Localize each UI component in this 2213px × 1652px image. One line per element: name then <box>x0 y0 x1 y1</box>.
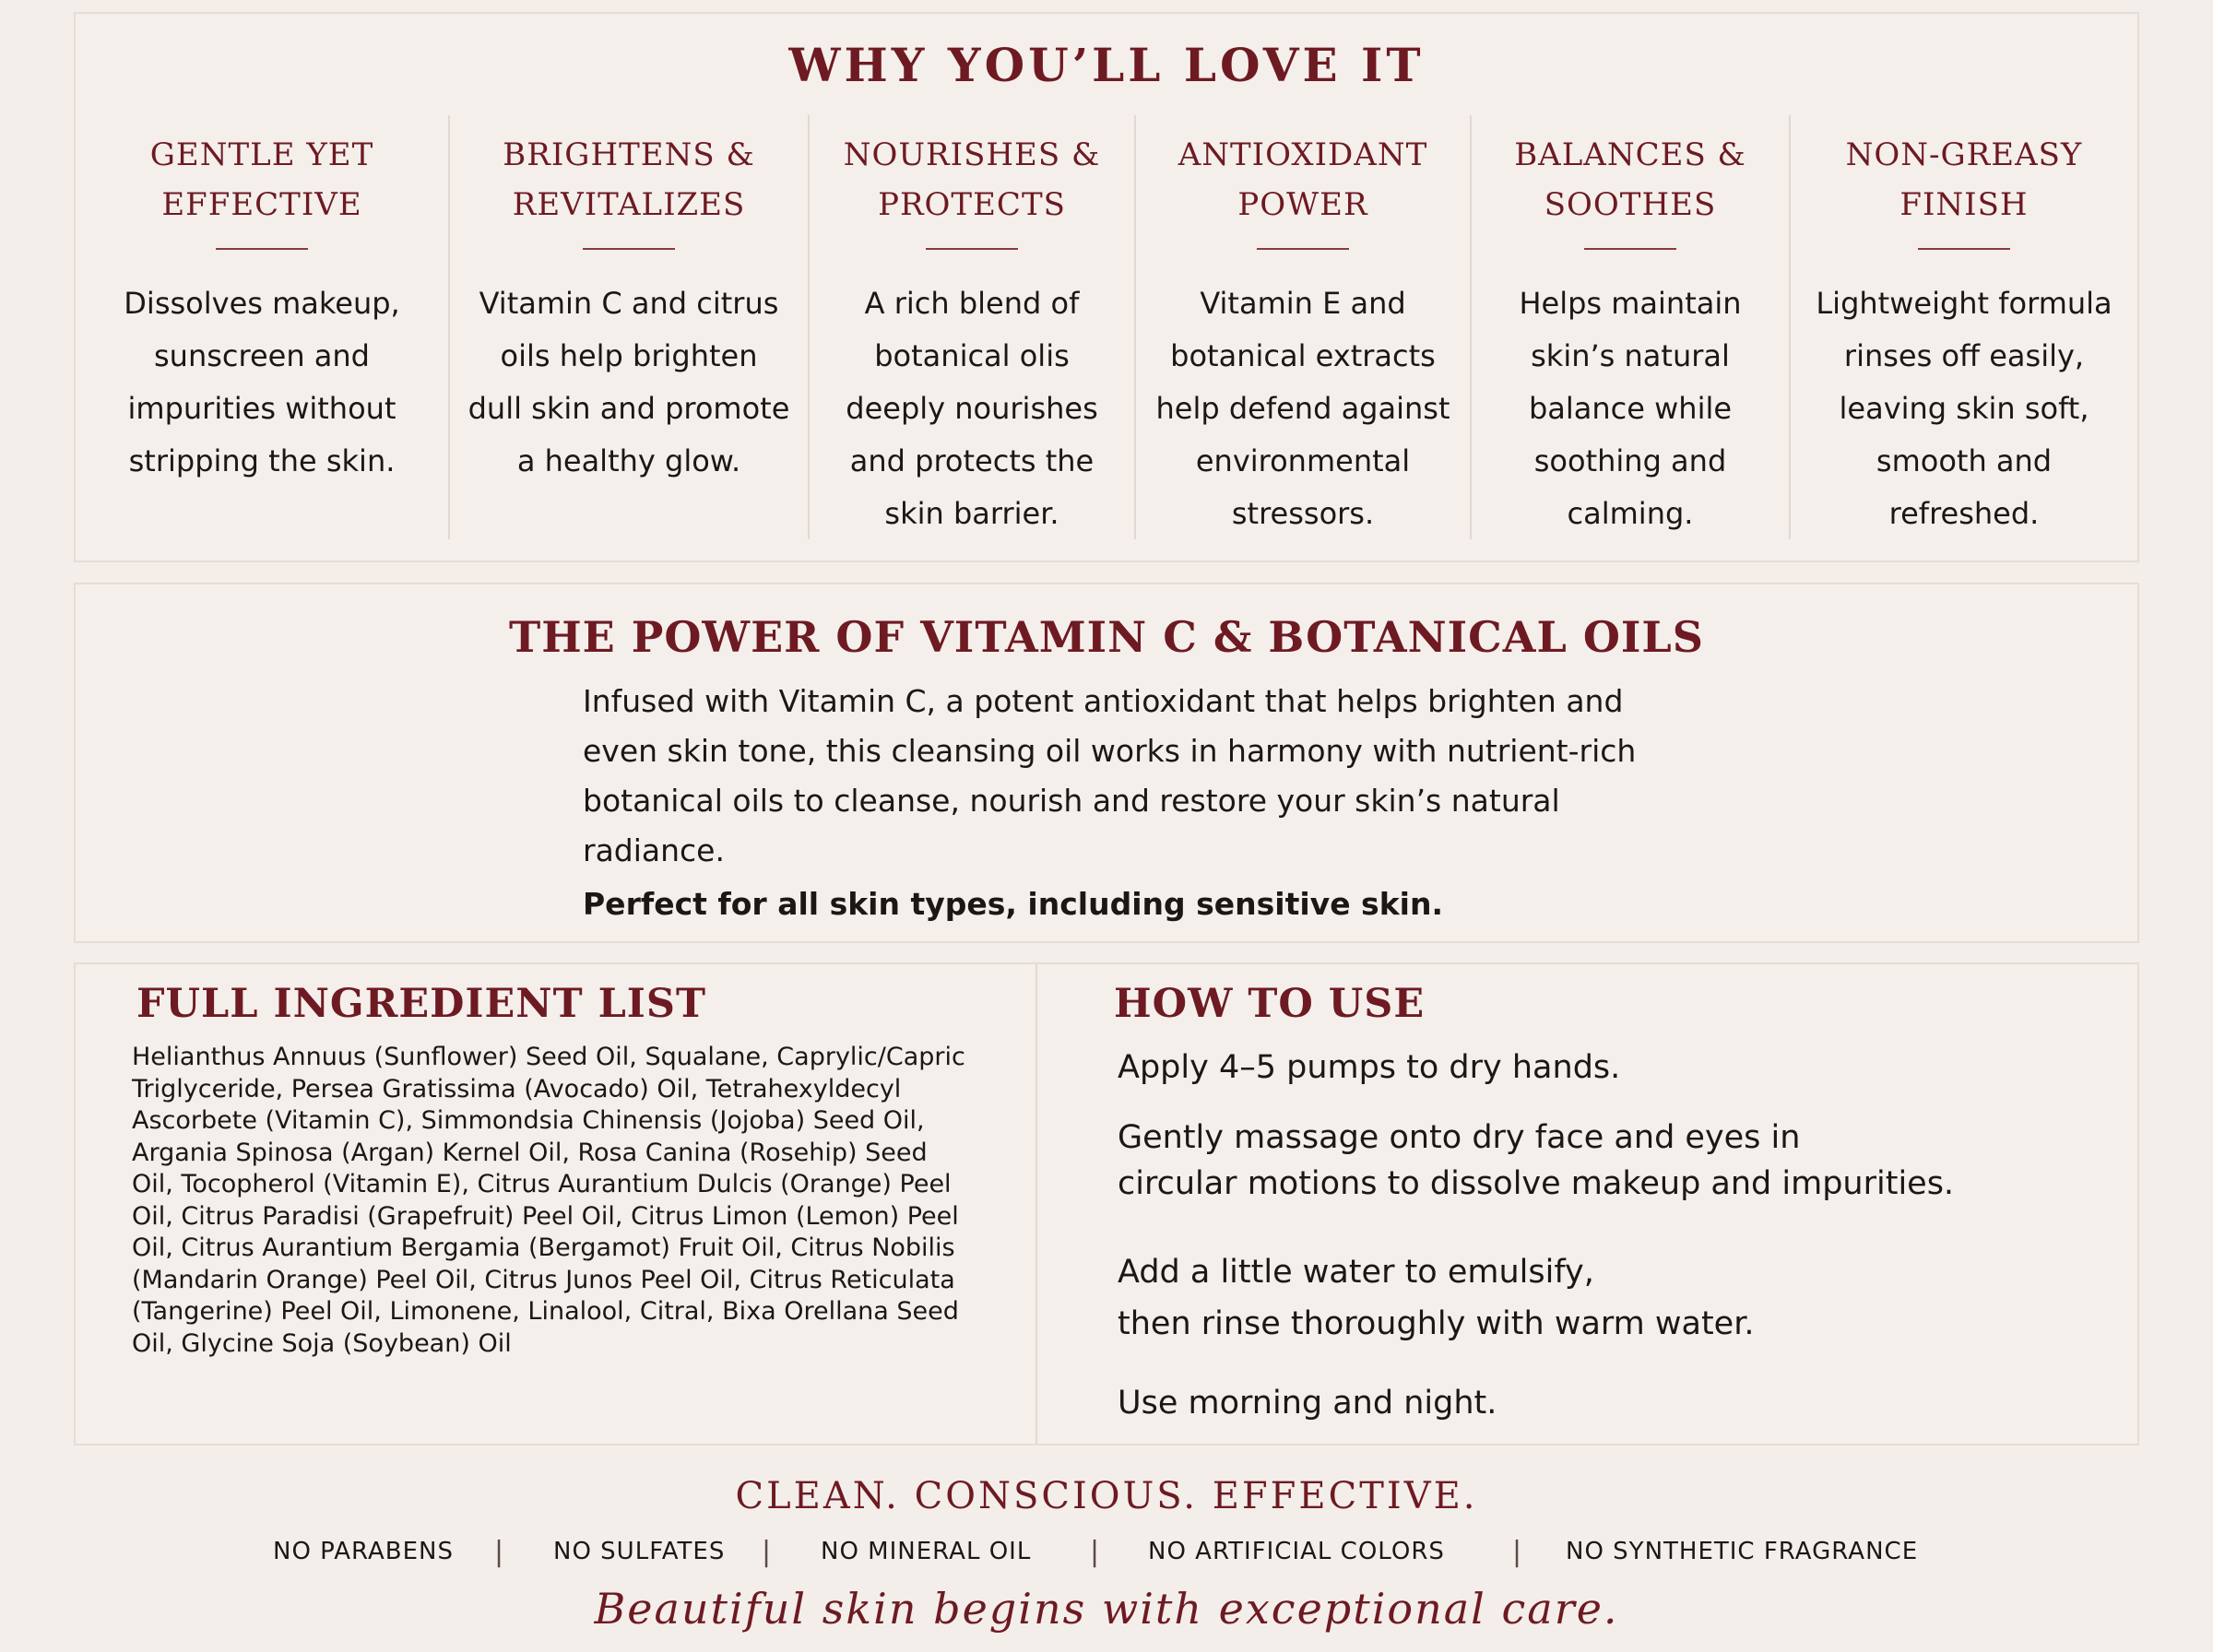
feature-title: BRIGHTENS & REVITALIZES <box>503 136 755 223</box>
separator: | <box>494 1536 505 1568</box>
feature-title: ANTIOXIDANT POWER <box>1178 136 1428 223</box>
free-from-item: NO MINERAL OIL <box>821 1538 1032 1565</box>
how-step: Use morning and night. <box>1118 1385 1497 1422</box>
ingredients-title: FULL INGREDIENT LIST <box>136 981 706 1027</box>
free-from-item: NO SULFATES <box>553 1538 726 1565</box>
vitamin-c-panel <box>74 583 2139 943</box>
column-divider <box>1035 964 1037 1444</box>
why-you-love-it-panel <box>74 12 2139 562</box>
feature-title: NON-GREASY FINISH <box>1845 136 2083 223</box>
feature-title: GENTLE YET EFFECTIVE <box>149 136 374 223</box>
feature-text: Helps maintain skin’s natural balance while soothing and calming. <box>1519 286 1742 531</box>
free-from-item: NO PARABENS <box>273 1538 454 1565</box>
ingredients-text: Helianthus Annuus (Sunflower) Seed Oil, Squalane, Caprylic/Capric Triglyceride, Persea Gratissima (Avocado) Oil, Tetrahexyldecyl Ascorbete (Vitamin C), Simmondsia Chinensis (Jojoba) Seed Oil, Argania Spinosa (Argan) Kernel Oil, Rosa Canina (Rosehip) Seed Oil, Tocopherol (Vitamin E), Citrus Aurantium Dulcis (Orange) Peel Oil, Citrus Paradisi (Grapefruit) Peel Oil, Citrus Limon (Lemon) Peel Oil, Citrus Aurantium Bergamia (Bergamot) Fruit Oil, Citrus Nobilis (Mandarin Orange) Peel Oil, Citrus Junos Peel Oil, Citrus Reticulata (Tangerine) Peel Oil, Limonene, Linalool, Citral, Bixa Orellana Seed Oil, Glycine Soja (Soybean) Oil <box>132 1043 965 1358</box>
power-body-text: Infused with Vitamin C, a potent antioxidant that helps brighten and even skin tone, this cleansing oil works in harmony with nutrient-rich botanical oils to cleanse, nourish and restore your skin’s natural radiance. <box>583 683 1637 868</box>
free-from-list <box>0 1538 2213 1571</box>
feature-columns <box>76 115 2137 539</box>
separator: | <box>1512 1536 1523 1568</box>
feature-text: Vitamin E and botanical extracts help defend against environmental stressors. <box>1155 286 1450 531</box>
separator: | <box>762 1536 773 1568</box>
feature-text: A rich blend of botanical olis deeply nourishes and protects the skin barrier. <box>846 286 1098 531</box>
feature-non-greasy <box>1789 115 2137 539</box>
feature-antioxidant <box>1134 115 1470 539</box>
how-to-use-title: HOW TO USE <box>1114 981 1426 1027</box>
feature-title: BALANCES & SOOTHES <box>1514 136 1746 223</box>
power-emphasis: Perfect for all skin types, including sensitive skin. <box>583 886 1443 922</box>
power-title: THE POWER OF VITAMIN C & BOTANICAL OILS <box>508 612 1704 662</box>
separator: | <box>1090 1536 1101 1568</box>
why-title: WHY YOU’LL LOVE IT <box>788 38 1425 92</box>
how-step: Apply 4–5 pumps to dry hands. <box>1118 1049 1621 1086</box>
closing-line: Beautiful skin begins with exceptional care. <box>594 1584 1619 1634</box>
feature-gentle <box>76 115 448 539</box>
how-step: Add a little water to emulsify, then rinse thoroughly with warm water. <box>1118 1254 1755 1342</box>
how-step: Gently massage onto dry face and eyes in circular motions to dissolve makeup and impurities. <box>1118 1119 1955 1202</box>
feature-title: NOURISHES & PROTECTS <box>843 136 1101 223</box>
feature-nourishes <box>808 115 1134 539</box>
free-from-item: NO SYNTHETIC FRAGRANCE <box>1566 1538 1919 1565</box>
feature-text: Dissolves makeup, sunscreen and impurities without stripping the skin. <box>124 286 400 478</box>
power-description <box>583 677 1689 929</box>
ingredients-and-usage-panel <box>74 962 2139 1446</box>
brand-tagline: CLEAN. CONSCIOUS. EFFECTIVE. <box>735 1475 1478 1517</box>
feature-brightens <box>448 115 808 539</box>
feature-text: Lightweight formula rinses off easily, leaving skin soft, smooth and refreshed. <box>1816 286 2112 531</box>
feature-balances <box>1470 115 1789 539</box>
free-from-item: NO ARTIFICIAL COLORS <box>1148 1538 1445 1565</box>
feature-text: Vitamin C and citrus oils help brighten dull skin and promote a healthy glow. <box>467 286 790 478</box>
